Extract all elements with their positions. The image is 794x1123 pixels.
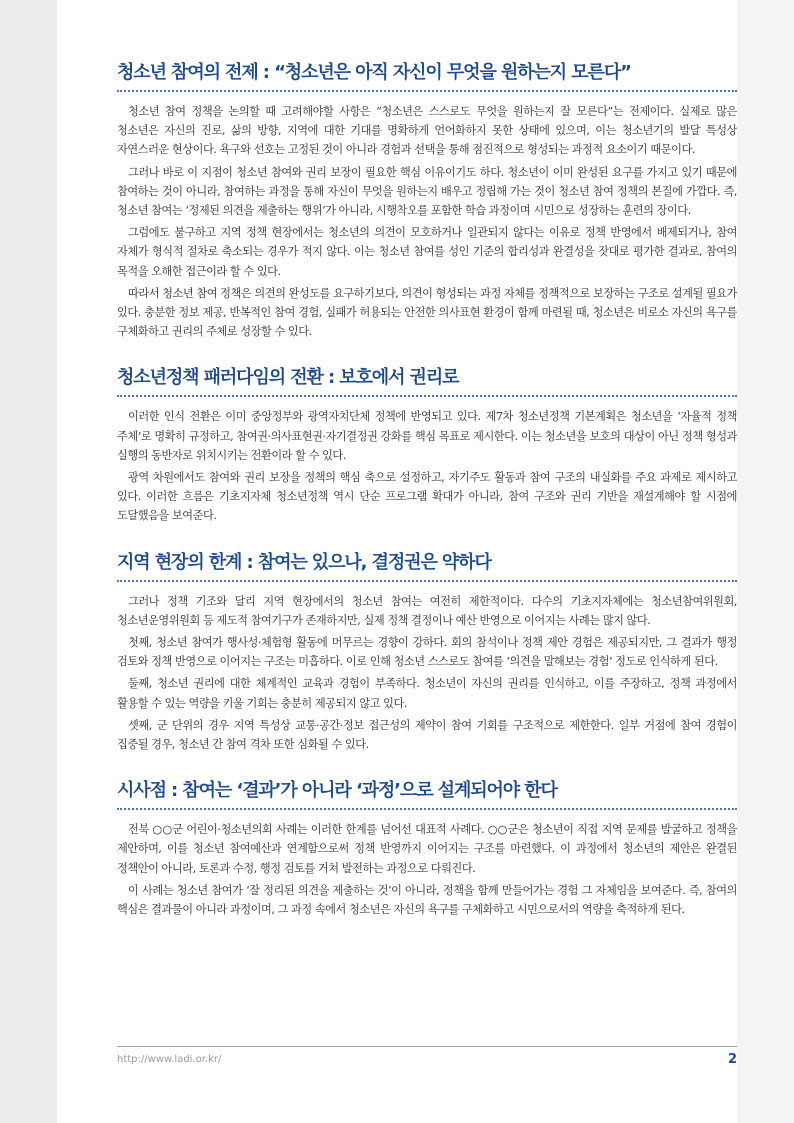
paragraph: 전북 ○○군 어린이·청소년의회 사례는 이러한 한계를 넘어선 대표적 사례다. ○○군은 청소년이 직접 지역 문제를 발굴하고 정책을 제안하며, 이를 청소년 참여예산과 연계함으로써 정책 반영까지 이어지는 구조를 마련했다. 이 과정에서 청소년의 제안은 완결된 정책안이 아니라, 토론과 수정, 행정 검토를 거쳐 발전하는 과정으로 다뤄진다. — [117, 823, 737, 875]
page-footer — [117, 1046, 737, 1067]
section-implications — [117, 776, 737, 919]
paragraph: 셋째, 군 단위의 경우 지역 특성상 교통·공간·정보 접근성의 제약이 참여 기회를 구조적으로 제한한다. 일부 거점에 참여 경험이 집중될 경우, 청소년 간 참여 격차 또한 심화될 수 있다. — [117, 718, 737, 752]
document-page — [57, 0, 737, 1123]
section-local-limits — [117, 548, 737, 755]
paragraph: 그러나 정책 기조와 달리 지역 현장에서의 청소년 참여는 여전히 제한적이다. 다수의 기초지자체에는 청소년참여위원회, 청소년운영위원회 등 제도적 참여기구가 존재하지만, 실제 정책 결정이나 예산 반영으로 이어지는 사례는 많지 않다. — [117, 594, 737, 627]
dotted-divider — [117, 580, 737, 582]
paragraph: 그럼에도 불구하고 지역 정책 현장에서는 청소년의 의견이 모호하거나 일관되지 않다는 이유로 정책 반영에서 배제되거나, 참여 자체가 형식적 절차로 축소되는 경우가 적지 않다. 이는 청소년 참여를 성인 기준의 합리성과 완결성을 잣대로 평가한 결과로, 참여의 목적을 오해한 접근이라 할 수 있다. — [117, 226, 737, 278]
section-title: 지역 현장의 한계 : 참여는 있으나, 결정권은 약하다 — [117, 551, 491, 573]
paragraph: 청소년 참여 정책을 논의할 때 고려해야할 사항은 “청소년은 스스로도 무엇을 원하는지 잘 모른다”는 전제이다. 실제로 많은 청소년은 자신의 진로, 삶의 방향, 지역에 대한 기대를 명확하게 언어화하지 못한 상태에 있으며, 이는 청소년기의 발달 특성상 자연스러운 현상이다. 욕구와 선호는 고정된 것이 아니라 경험과 선택을 통해 점진적으로 형성되는 과정적 요소이기 때문이다. — [117, 105, 737, 157]
paragraph: 이 사례는 청소년 참여가 ‘잘 정리된 의견을 제출하는 것’이 아니라, 정책을 함께 만들어가는 경험 그 자체임을 보여준다. 즉, 참여의 핵심은 결과물이 아니라 과정이며, 그 과정 속에서 청소년은 자신의 욕구를 구체화하고 시민으로서의 역량을 축적하게 된다. — [117, 883, 737, 917]
paragraph: 이러한 인식 전환은 이미 중앙정부와 광역자치단체 정책에 반영되고 있다. 제7차 청소년정책 기본계획은 청소년을 ‘자율적 정책 주체’로 명확히 규정하고, 참여권·의사표현권·자기결정권 강화를 핵심 목표로 제시한다. 이는 청소년을 보호의 대상이 아닌 정책 형성과 실행의 동반자로 위치시키는 전환이라 할 수 있다. — [117, 410, 737, 462]
section-paradigm-shift — [117, 363, 737, 525]
document-body — [117, 58, 737, 941]
footer-rule — [117, 1046, 737, 1047]
section-title: 청소년 참여의 전제 : “청소년은 아직 자신이 무엇을 원하는지 모른다” — [117, 62, 631, 83]
right-margin-strip — [737, 0, 794, 1123]
paragraph: 둘째, 청소년 권리에 대한 체계적인 교육과 경험이 부족하다. 청소년이 자신의 권리를 인식하고, 이를 주장하고, 정책 과정에서 활용할 수 있는 역량을 키울 기회는 충분히 제공되지 않고 있다. — [117, 677, 737, 710]
dotted-divider — [117, 90, 737, 92]
section-youth-participation-premise — [117, 58, 737, 341]
paragraph: 그러나 바로 이 지점이 청소년 참여와 권리 보장이 필요한 핵심 이유이기도 하다. 청소년이 이미 완성된 요구를 가지고 있기 때문에 참여하는 것이 아니라, 참여하는 과정을 통해 자신이 무엇을 원하는지 배우고 정립해 가는 것이 청소년 참여 정책의 본질에 가깝다. 즉, 청소년 참여는 ‘정제된 의견을 제출하는 행위’가 아니라, 시행착오를 포함한 학습 과정이며 시민으로 성장하는 훈련의 장이다. — [117, 165, 737, 218]
paragraph: 광역 차원에서도 참여와 권리 보장을 정책의 핵심 축으로 설정하고, 자기주도 활동과 참여 구조의 내실화를 주요 과제로 제시하고 있다. 이러한 흐름은 기초지자체 청소년정책 역시 단순 프로그램 확대가 아니라, 참여 구조와 권리 기반을 재설계해야 할 시점에 도달했음을 보여준다. — [117, 471, 737, 523]
dotted-divider — [117, 808, 737, 810]
section-title: 청소년정책 패러다임의 전환 : 보호에서 권리로 — [117, 367, 459, 389]
paragraph: 첫째, 청소년 참여가 행사성·체험형 활동에 머무르는 경향이 강하다. 회의 참석이나 정책 제안 경험은 제공되지만, 그 결과가 행정 검토와 정책 반영으로 이어지는 구조는 미흡하다. 이로 인해 청소년 스스로도 참여를 ‘의견을 말해보는 경험’ 정도로 인식하게 된다. — [117, 636, 737, 669]
dotted-divider — [117, 395, 737, 397]
paragraph: 따라서 청소년 참여 정책은 의견의 완성도를 요구하기보다, 의견이 형성되는 과정 자체를 정책적으로 보장하는 구조로 설계될 필요가 있다. 충분한 정보 제공, 반복적인 참여 경험, 실패가 허용되는 안전한 의사표현 환경이 함께 마련될 때, 청소년은 비로소 자신의 욕구를 구체화하고 권리의 주체로 성장할 수 있다. — [117, 286, 737, 339]
footer-url-link[interactable]: http://www.ladi.or.kr/ — [117, 1054, 222, 1065]
page-number: 2 — [727, 1052, 737, 1067]
section-title: 시사점 : 참여는 ‘결과’가 아니라 ‘과정’으로 설계되어야 한다 — [117, 780, 557, 802]
